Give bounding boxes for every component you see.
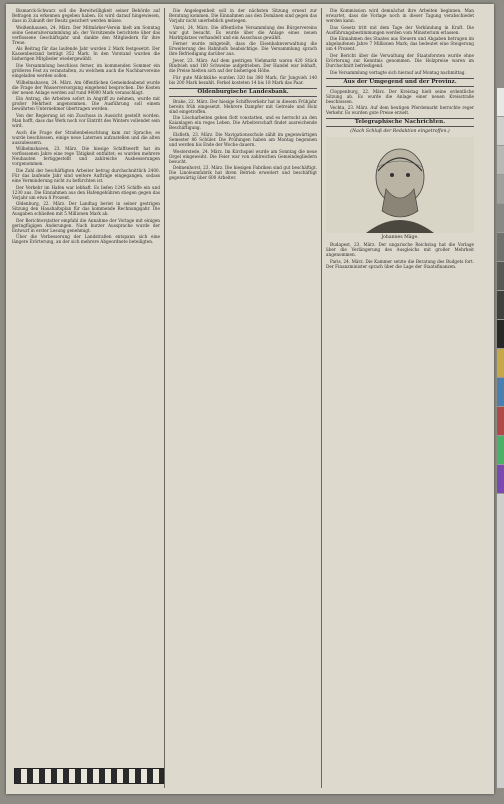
paragraph: Budapest, 23. März. Der ungarische Reichstag hat die Vorlage über die Verlängerung des Ausgleichs mit großer Mehrheit angenommen. [326,242,474,258]
scale-bar [14,768,164,784]
column-rule [321,8,322,788]
paragraph: Varel, 24. März. Die öffentliche Versammlung des Bürgervereins war gut besucht. Es wurde über die Anlage eines neuen Marktplatzes verhandelt und ein Ausschuss gewählt. [169,24,317,40]
column-1 [12,8,160,782]
paragraph: Westerstede, 24. März. Im Kirchspiel wurde am Sonntag die neue Orgel eingeweiht. Die Feier war von zahlreichen Gemeindegliedern besucht. [169,148,317,164]
paragraph: Delmenhorst, 23. März. Die hiesigen Fabriken sind gut beschäftigt. Die Linoleumfabrik hat ihren Betrieb erweitert und beschäftigt gegenwärtig über 600 Arbeiter. [169,165,317,181]
paragraph: Paris, 24. März. Die Kammer setzte die Beratung des Budgets fort. Der Finanzminister sprach über die Lage der Staatsfinanzen. [326,259,474,270]
paragraph: Bismarck-Schwarz soll die Bereitwilligkeit seiner Behörde auf Befragen zu erkennen gegeben haben. Es wird darauf hingewiesen, dass in Zukunft der Besitz gesichert werden müsse. [12,8,160,24]
paragraph: Ein Antrag, die Arbeiten sofort in Angriff zu nehmen, wurde mit großer Mehrheit angenommen. Die Ausführung soll einem bewährten Unternehmer übertragen werden. [12,96,160,112]
paragraph: Jever, 23. März. Auf dem gestrigen Viehmarkt waren 420 Stück Rindvieh und 160 Schweine aufgetrieben. Der Handel war lebhaft, die Preise hielten sich auf der bisherigen Höhe. [169,57,317,74]
paragraph: Der Verkehr im Hafen war lebhaft. Es liefen 1245 Schiffe ein und 1230 aus. Die Einnahmen aus den Hafengebühren stiegen gegen das Vorjahr um etwa 8 Prozent. [12,184,160,200]
column-3 [326,8,474,782]
paragraph: Die Kommission wird demnächst ihre Arbeiten beginnen. Man erwartet, dass die Vorlage noch in dieser Tagung verabschiedet werden kann. [326,8,474,24]
section-heading-landesbank: Oldenburgische Landesbank. [169,88,317,97]
paragraph: Brake, 22. März. Der hiesige Schiffsverkehr hat in diesem Frühjahr bereits früh eingesetzt. Mehrere Dampfer mit Getreide und Holz sind eingetroffen. [169,98,317,114]
paragraph: Vechta, 23. März. Auf dem heutigen Pferdemarkt herrschte reger Verkehr. Es wurden gute Preise erzielt. [326,105,474,116]
paragraph: Ferner wurde mitgeteilt, dass die Eisenbahnverwaltung die Erweiterung des Bahnhofs beabsichtige. Die Versammlung sprach ihre Befriedigung darüber aus. [169,41,317,57]
paragraph: Als Beitrag für das laufende Jahr wurden 2 Mark festgesetzt. Der Kassenbestand beträgt 352 Mark. In den Vorstand wurden die bisherigen Mitglieder wiedergewählt. [12,46,160,62]
column-2 [169,8,317,782]
paragraph: Die Löscharbeiten gehen flott vonstatten, und es herrscht an den Kaianlagen ein reges Leben. Die Arbeiterschaft findet ausreichende Beschäftigung. [169,115,317,131]
paragraph: Der Berichterstatter empfahl die Annahme der Vorlage mit einigen geringfügigen Änderungen. Nach kurzer Aussprache wurde der Entwurf in erster Lesung genehmigt. [12,217,160,233]
color-calibration-strip [497,88,504,788]
section-heading-provinz: Aus der Umgegend und der Provinz. [326,78,474,87]
paragraph: Die Einnahmen des Staates aus Steuern und Abgaben betrugen im abgelaufenen Jahre 7 Millionen Mark; das bedeutet eine Steigerung um 4 Prozent. [326,36,474,52]
paragraph: Die Versammlung beschloss ferner, im kommenden Sommer ein größeres Fest zu veranstalten, zu welchem auch die Nachbarvereine eingeladen werden sollen. [12,62,160,79]
paragraph: Über die Verbesserung der Landstraßen entspann sich eine längere Erörterung, an der sich mehrere Abgeordnete beteiligten. [12,234,160,245]
paragraph: Elsfleth, 23. März. Die Navigationsschule zählt im gegenwärtigen Semester 86 Schüler. Die Prüfungen haben am Montag begonnen und werden bis Ende der Woche dauern. [169,131,317,148]
paragraph: Das Gesetz tritt mit dem Tage der Verkündung in Kraft. Die Ausführungsbestimmungen werden vom Ministerium erlassen. [326,24,474,35]
paragraph: Die Zahl der beschäftigten Arbeiter betrug durchschnittlich 2400. Für das laufende Jahr sind weitere Aufträge eingegangen, sodass eine Verminderung nicht zu befürchten ist. [12,167,160,183]
paragraph: Cloppenburg, 22. März. Der Kreistag hielt seine ordentliche Sitzung ab. Es wurde die Anlage einer neuen Kreisstraße beschlossen. [326,88,474,104]
portrait-caption: Johannes Mäge. [381,235,419,241]
paragraph: Auch die Frage der Straßenbeleuchtung kam zur Sprache; es wurde beschlossen, einige neue Laternen aufzustellen und die alten auszubessern. [12,129,160,145]
newspaper-page [6,4,494,794]
paragraph: Der Bericht über die Verwaltung der Staatsforsten wurde ohne Erörterung zur Kenntnis genommen. Die Holzpreise waren im Durchschnitt befriedigend. [326,52,474,68]
paragraph: Wilhelmshaven, 24. März. Am öffentlichen Gemeindeabend wurde die Frage der Wasserversorgung eingehend besprochen. Die Kosten der neuen Anlage werden auf rund 94000 Mark veranschlagt. [12,79,160,95]
paragraph: Von der Regierung ist ein Zuschuss in Aussicht gestellt worden. Man hofft, dass das Werk noch vor Eintritt des Winters vollendet sein wird. [12,112,160,128]
paragraph: Für gute Milchkühe wurden 320 bis 380 Mark, für Jungvieh 140 bis 200 Mark bezahlt. Ferkel kosteten 14 bis 18 Mark das Paar. [169,74,317,85]
section-heading-telegraphisch: Telegraphische Nachrichten. [326,118,474,127]
paragraph: Die Angelegenheit soll in der nächsten Sitzung erneut zur Beratung kommen. Die Einnahmen aus den Domänen sind gegen das Vorjahr nicht unerheblich gestiegen. [169,8,317,24]
portrait-engraving [326,137,474,233]
paragraph: Oldenburg, 22. März. Der Landtag beriet in seiner gestrigen Sitzung den Haushaltsplan für das kommende Rechnungsjahr. Die Ausgaben schließen mit 5 Millionen Mark ab. [12,201,160,217]
section-subheading: (Nach Schluß der Redaktion eingetroffen.) [350,129,450,135]
paragraph: Die Versammlung vertagte sich hierauf auf Montag nachmittag. [330,69,466,75]
paragraph: Weißenhausen, 24. März. Der Mitmärker-Verein hielt am Sonntag seine Generalversammlung ab; der Vorsitzende berichtete über das verflossene Geschäftsjahr und dankte den Mitgliedern für ihre Treue. [12,24,160,45]
paragraph: Wilhelmshaven, 23. März. Die hiesige Schiffswerft hat im verflossenen Jahre eine rege Tätigkeit entfaltet; es wurden mehrere Neubauten fertiggestellt und zahlreiche Ausbesserungen vorgenommen. [12,146,160,167]
column-rule [164,8,165,788]
